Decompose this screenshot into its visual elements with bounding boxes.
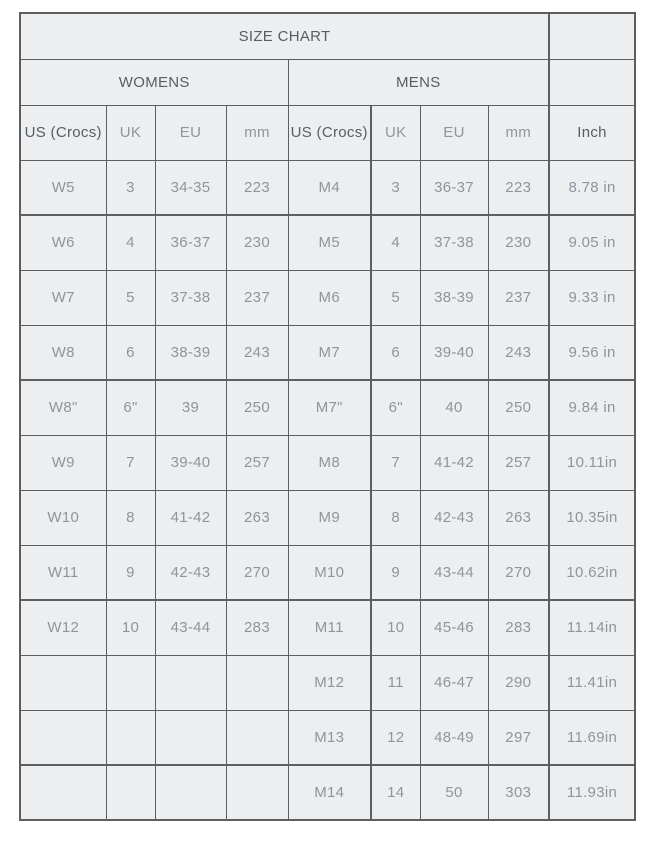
cell-womens-uk: 9: [106, 545, 155, 600]
group-header-row: [20, 59, 635, 105]
size-row: [20, 490, 635, 545]
cell-inch: 11.41in: [549, 655, 635, 710]
cell-womens-uk: 6: [106, 325, 155, 380]
mens-mm-column-header: mm: [488, 105, 549, 160]
cell-inch: 10.35in: [549, 490, 635, 545]
cell-mens-us: M11: [288, 600, 371, 655]
cell-womens-uk: [106, 710, 155, 765]
cell-mens-uk: 9: [371, 545, 420, 600]
mens-uk-column-header: UK: [371, 105, 420, 160]
size-row: [20, 710, 635, 765]
cell-mens-us: M6: [288, 270, 371, 325]
cell-womens-mm: [226, 655, 288, 710]
cell-mens-uk: 14: [371, 765, 420, 820]
cell-womens-uk: 6": [106, 380, 155, 435]
cell-womens-uk: 7: [106, 435, 155, 490]
cell-mens-us: M4: [288, 160, 371, 215]
cell-womens-uk: 4: [106, 215, 155, 270]
size-row: [20, 380, 635, 435]
size-chart-table: [19, 12, 636, 821]
cell-inch: 9.05 in: [549, 215, 635, 270]
cell-mens-uk: 3: [371, 160, 420, 215]
cell-womens-us: W10: [20, 490, 106, 545]
cell-mens-eu: 39-40: [420, 325, 488, 380]
cell-womens-us: [20, 710, 106, 765]
cell-mens-eu: 40: [420, 380, 488, 435]
cell-womens-mm: [226, 710, 288, 765]
cell-mens-eu: 42-43: [420, 490, 488, 545]
cell-mens-uk: 6": [371, 380, 420, 435]
cell-womens-uk: [106, 765, 155, 820]
cell-mens-mm: 283: [488, 600, 549, 655]
cell-mens-mm: 263: [488, 490, 549, 545]
cell-mens-mm: 237: [488, 270, 549, 325]
cell-womens-eu: 39: [155, 380, 226, 435]
cell-womens-mm: [226, 765, 288, 820]
cell-womens-uk: 3: [106, 160, 155, 215]
size-row: [20, 655, 635, 710]
cell-mens-us: M14: [288, 765, 371, 820]
cell-womens-us: [20, 655, 106, 710]
cell-womens-uk: 8: [106, 490, 155, 545]
cell-mens-uk: 6: [371, 325, 420, 380]
title-row-corner-cell: [549, 13, 635, 59]
cell-mens-mm: 223: [488, 160, 549, 215]
cell-mens-us: M9: [288, 490, 371, 545]
cell-mens-us: M12: [288, 655, 371, 710]
cell-womens-eu: 34-35: [155, 160, 226, 215]
womens-uk-column-header: UK: [106, 105, 155, 160]
cell-mens-us: M13: [288, 710, 371, 765]
cell-mens-eu: 48-49: [420, 710, 488, 765]
cell-inch: 11.14in: [549, 600, 635, 655]
cell-womens-mm: 230: [226, 215, 288, 270]
cell-womens-eu: 36-37: [155, 215, 226, 270]
cell-inch: 9.84 in: [549, 380, 635, 435]
cell-mens-eu: 36-37: [420, 160, 488, 215]
size-row: [20, 160, 635, 215]
cell-womens-us: W8": [20, 380, 106, 435]
cell-mens-mm: 297: [488, 710, 549, 765]
size-row: [20, 600, 635, 655]
cell-mens-us: M10: [288, 545, 371, 600]
cell-womens-eu: 37-38: [155, 270, 226, 325]
size-row: [20, 270, 635, 325]
cell-womens-us: W6: [20, 215, 106, 270]
cell-mens-eu: 50: [420, 765, 488, 820]
cell-womens-uk: 10: [106, 600, 155, 655]
cell-womens-eu: 42-43: [155, 545, 226, 600]
mens-eu-column-header: EU: [420, 105, 488, 160]
cell-mens-mm: 243: [488, 325, 549, 380]
cell-womens-us: W7: [20, 270, 106, 325]
cell-mens-eu: 46-47: [420, 655, 488, 710]
cell-mens-mm: 250: [488, 380, 549, 435]
cell-womens-eu: 43-44: [155, 600, 226, 655]
size-row: [20, 325, 635, 380]
cell-mens-uk: 8: [371, 490, 420, 545]
womens-us-column-header: US (Crocs): [20, 105, 106, 160]
cell-womens-eu: [155, 655, 226, 710]
cell-womens-mm: 257: [226, 435, 288, 490]
cell-womens-mm: 250: [226, 380, 288, 435]
cell-inch: 8.78 in: [549, 160, 635, 215]
size-chart-title: SIZE CHART: [20, 13, 549, 59]
cell-mens-mm: 303: [488, 765, 549, 820]
cell-womens-us: W11: [20, 545, 106, 600]
cell-mens-uk: 4: [371, 215, 420, 270]
cell-inch: 10.11in: [549, 435, 635, 490]
cell-womens-mm: 223: [226, 160, 288, 215]
cell-mens-us: M5: [288, 215, 371, 270]
size-row: [20, 765, 635, 820]
cell-womens-mm: 270: [226, 545, 288, 600]
cell-mens-eu: 38-39: [420, 270, 488, 325]
title-row: [20, 13, 635, 59]
cell-mens-uk: 11: [371, 655, 420, 710]
cell-mens-us: M8: [288, 435, 371, 490]
cell-inch: 11.69in: [549, 710, 635, 765]
cell-inch: 9.33 in: [549, 270, 635, 325]
womens-eu-column-header: EU: [155, 105, 226, 160]
cell-womens-mm: 243: [226, 325, 288, 380]
cell-mens-mm: 290: [488, 655, 549, 710]
cell-mens-eu: 43-44: [420, 545, 488, 600]
inch-column-header: Inch: [549, 105, 635, 160]
cell-womens-mm: 263: [226, 490, 288, 545]
mens-us-column-header: US (Crocs): [288, 105, 371, 160]
cell-inch: 11.93in: [549, 765, 635, 820]
cell-womens-eu: 41-42: [155, 490, 226, 545]
cell-womens-us: W9: [20, 435, 106, 490]
cell-mens-eu: 41-42: [420, 435, 488, 490]
cell-mens-eu: 37-38: [420, 215, 488, 270]
mens-group-header: MENS: [288, 59, 549, 105]
cell-womens-eu: 39-40: [155, 435, 226, 490]
size-row: [20, 545, 635, 600]
cell-womens-us: W5: [20, 160, 106, 215]
cell-womens-us: [20, 765, 106, 820]
cell-inch: 10.62in: [549, 545, 635, 600]
cell-inch: 9.56 in: [549, 325, 635, 380]
cell-mens-uk: 7: [371, 435, 420, 490]
cell-mens-us: M7: [288, 325, 371, 380]
cell-womens-eu: [155, 765, 226, 820]
cell-mens-mm: 270: [488, 545, 549, 600]
column-header-row: [20, 105, 635, 160]
cell-womens-uk: 5: [106, 270, 155, 325]
cell-womens-us: W12: [20, 600, 106, 655]
size-table-body: [20, 160, 635, 820]
cell-mens-mm: 230: [488, 215, 549, 270]
cell-womens-us: W8: [20, 325, 106, 380]
cell-mens-uk: 12: [371, 710, 420, 765]
cell-mens-uk: 10: [371, 600, 420, 655]
cell-mens-us: M7": [288, 380, 371, 435]
size-row: [20, 215, 635, 270]
cell-mens-mm: 257: [488, 435, 549, 490]
cell-womens-eu: [155, 710, 226, 765]
cell-womens-mm: 237: [226, 270, 288, 325]
cell-mens-eu: 45-46: [420, 600, 488, 655]
cell-womens-uk: [106, 655, 155, 710]
cell-womens-mm: 283: [226, 600, 288, 655]
cell-womens-eu: 38-39: [155, 325, 226, 380]
size-row: [20, 435, 635, 490]
group-row-corner-cell: [549, 59, 635, 105]
womens-mm-column-header: mm: [226, 105, 288, 160]
womens-group-header: WOMENS: [20, 59, 288, 105]
cell-mens-uk: 5: [371, 270, 420, 325]
